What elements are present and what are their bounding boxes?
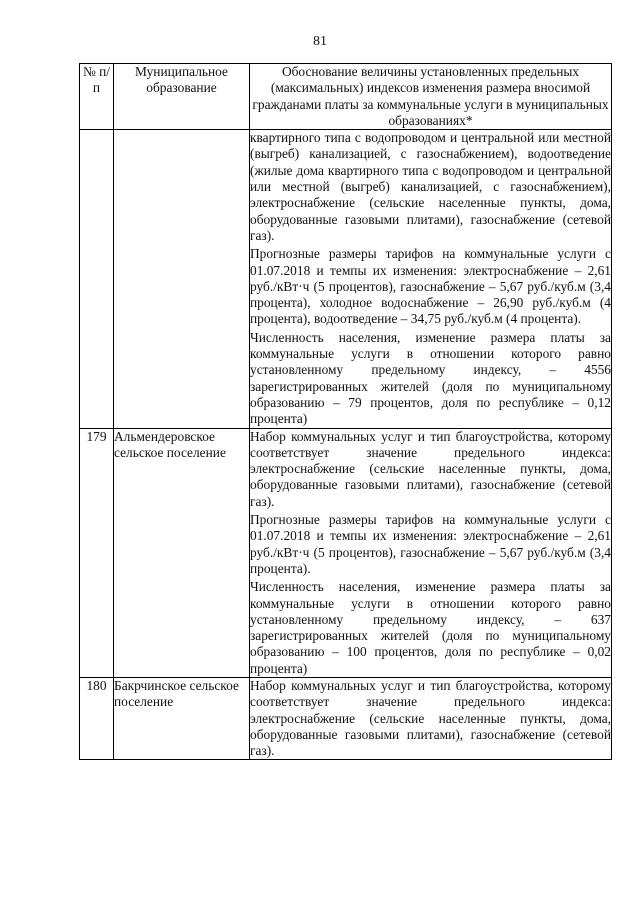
paragraph: Прогнозные размеры тарифов на коммунальные услуги с 01.07.2018 и темпы их изменения: электроснабжение – 2,61 руб./кВт·ч (5 процентов), газоснабжение – 5,67 руб./куб.м (3,4 процента).: [250, 512, 611, 576]
row-num: 179: [80, 428, 114, 677]
header-num: № п/п: [80, 64, 114, 130]
row-justification: [250, 677, 612, 759]
paragraph: Численность населения, изменение размера платы за коммунальные услуги в отношении которого равно установленному предельному индексу, – 637 зарегистрированных жителей (доля по муниципальному образованию – 100 процентов, доля по республике – 0,02 процента): [250, 579, 611, 676]
table-row: [80, 677, 612, 759]
row-num: [80, 130, 114, 428]
row-municipality: [114, 130, 250, 428]
table-row: [80, 428, 612, 677]
paragraph: квартирного типа с водопроводом и центральной или местной (выгреб) канализацией, с газоснабжением), водоотведение (жилые дома квартирного типа с водопроводом и центральной или местной (выгреб) канализацией, с газоснабжением), электроснабжение (сельские населенные пункты, дома, оборудованные газовыми плитами), газоснабжение (сетевой газ).: [250, 130, 611, 243]
paragraph: Прогнозные размеры тарифов на коммунальные услуги с 01.07.2018 и темпы их изменения: электроснабжение – 2,61 руб./кВт·ч (5 процентов), газоснабжение – 5,67 руб./куб.м (3,4 процента), холодное водоснабжение – 26,90 руб./куб.м (4 процента), водоотведение – 34,75 руб./куб.м (4 процента).: [250, 246, 611, 327]
table-row: [80, 130, 612, 428]
page-number: 81: [313, 34, 327, 49]
row-municipality: Бакрчинское сельское поселение: [114, 677, 250, 759]
row-municipality: Альмендеровское сельское поселение: [114, 428, 250, 677]
row-justification: [250, 130, 612, 428]
table-header-row: [80, 64, 612, 130]
paragraph: Набор коммунальных услуг и тип благоустройства, которому соответствует значение предельного индекса: электроснабжение (сельские населенные пункты, дома, оборудованные газовыми плитами), газоснабжение (сетевой газ).: [250, 677, 611, 759]
tariff-index-table: [79, 63, 612, 760]
row-num: 180: [80, 677, 114, 759]
row-justification: [250, 428, 612, 677]
paragraph: Набор коммунальных услуг и тип благоустройства, которому соответствует значение предельного индекса: электроснабжение (сельские населенные пункты, дома, оборудованные газовыми плитами), газоснабжение (сетевой газ).: [250, 428, 611, 509]
header-justification: Обоснование величины установленных предельных (максимальных) индексов изменения размера вносимой гражданами платы за коммунальные услуги в муниципальных образованиях*: [250, 64, 612, 130]
header-municipality: Муниципальное образование: [114, 64, 250, 130]
paragraph: Численность населения, изменение размера платы за коммунальные услуги в отношении которого равно установленному предельному индексу, – 4556 зарегистрированных жителей (доля по муниципальному образованию – 79 процентов, доля по республике – 0,12 процента): [250, 329, 611, 427]
